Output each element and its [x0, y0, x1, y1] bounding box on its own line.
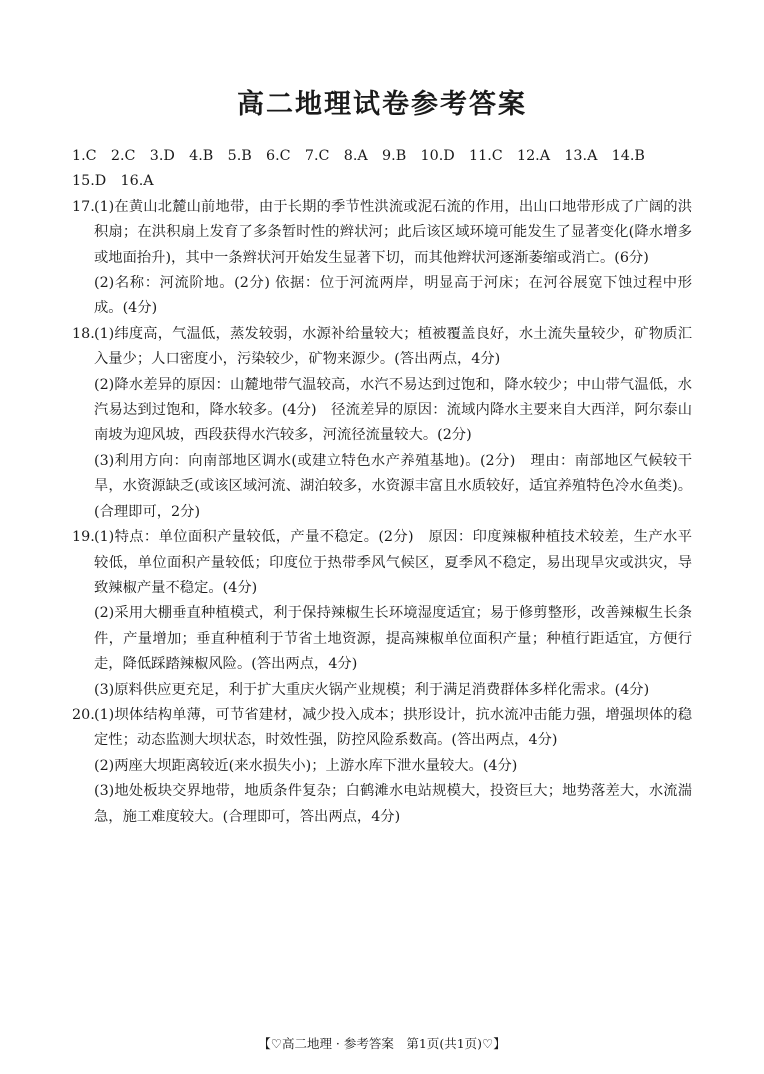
answer-paragraph: (2)两座大坝距离较近(来水损失小)；上游水库下泄水量较大。(4分): [94, 757, 518, 774]
answer-paragraph: (3)地处板块交界地带，地质条件复杂；白鹤滩水电站规模大，投资巨大；地势落差大，水流湍急，施工难度较大。(合理即可，答出两点，4分): [94, 783, 692, 825]
multiple-choice-line-1: 1.C 2.C 3.D 4.B 5.B 6.C 7.C 8.A 9.B 10.D 11.C 12.A 13.A 14.B: [72, 148, 645, 164]
answer-paragraph: (3)利用方向：向南部地区调水(或建立特色水产养殖基地)。(2分) 理由：南部地区气候较干旱，水资源缺乏(或该区域河流、湖泊较多，水资源丰富且水质较好，适宜养殖特色冷水鱼类)。(合理即可，2分): [94, 452, 692, 520]
answer-paragraph: (1)在黄山北麓山前地带，由于长期的季节性洪流或泥石流的作用，出山口地带形成了广阔的洪积扇；在洪积扇上发育了多条暂时性的辫状河；此后该区域环境可能发生了显著变化(降水增多或地面抬升)，其中一条辫状河开始发生显著下切，而其他辫状河逐渐萎缩或消亡。(6分): [94, 198, 692, 266]
question-20: [72, 703, 692, 830]
question-19: [72, 525, 692, 703]
answer-paragraph: (3)原料供应更充足，利于扩大重庆火锅产业规模；利于满足消费群体多样化需求。(4分): [94, 681, 650, 698]
page-footer: 【♡高二地理 · 参考答案 第1页(共1页)♡】: [258, 1036, 506, 1051]
question-number: 20.: [72, 706, 95, 723]
answer-paragraph: (2)降水差异的原因：山麓地带气温较高，水汽不易达到过饱和，降水较少；中山带气温低，水汽易达到过饱和，降水较多。(4分) 径流差异的原因：流域内降水主要来自大西洋，阿尔泰山南坡为迎风坡，西段获得水汽较多，河流径流量较大。(2分): [94, 376, 692, 444]
question-number: 17.: [72, 198, 95, 215]
multiple-choice-line-2: 15.D 16.A: [72, 173, 154, 190]
answer-paragraph: (1)纬度高，气温低，蒸发较弱，水源补给量较大；植被覆盖良好，水土流失量较少，矿物质汇入量少；人口密度小，污染较少，矿物来源少。(答出两点，4分): [94, 325, 692, 368]
question-17: [72, 195, 692, 322]
page-title: 高二地理试卷参考答案: [237, 89, 527, 120]
answer-paragraph: (2)采用大棚垂直种植模式，利于保持辣椒生长环境湿度适宜；易于修剪整形，改善辣椒生长条件，产量增加；垂直种植利于节省土地资源，提高辣椒单位面积产量；种植行距适宜，方便行走，降低踩踏辣椒风险。(答出两点，4分): [94, 605, 692, 673]
answer-paragraph: (2)名称：河流阶地。(2分) 依据：位于河流两岸，明显高于河床；在河谷展宽下蚀过程中形成。(4分): [94, 275, 692, 317]
question-number: 18.: [72, 325, 95, 342]
answer-content: [72, 144, 692, 830]
question-18: [72, 322, 692, 525]
question-number: 19.: [72, 529, 95, 546]
answer-paragraph: (1)特点：单位面积产量较低，产量不稳定。(2分) 原因：印度辣椒种植技术较差，生产水平较低，单位面积产量较低；印度位于热带季风气候区，夏季风不稳定，易出现旱灾或洪灾，导致辣椒产量不稳定。(4分): [94, 529, 692, 596]
answer-paragraph: (1)坝体结构单薄，可节省建材，减少投入成本；拱形设计，抗水流冲击能力强，增强坝体的稳定性；动态监测大坝状态，时效性强，防控风险系数高。(答出两点，4分): [94, 706, 692, 749]
